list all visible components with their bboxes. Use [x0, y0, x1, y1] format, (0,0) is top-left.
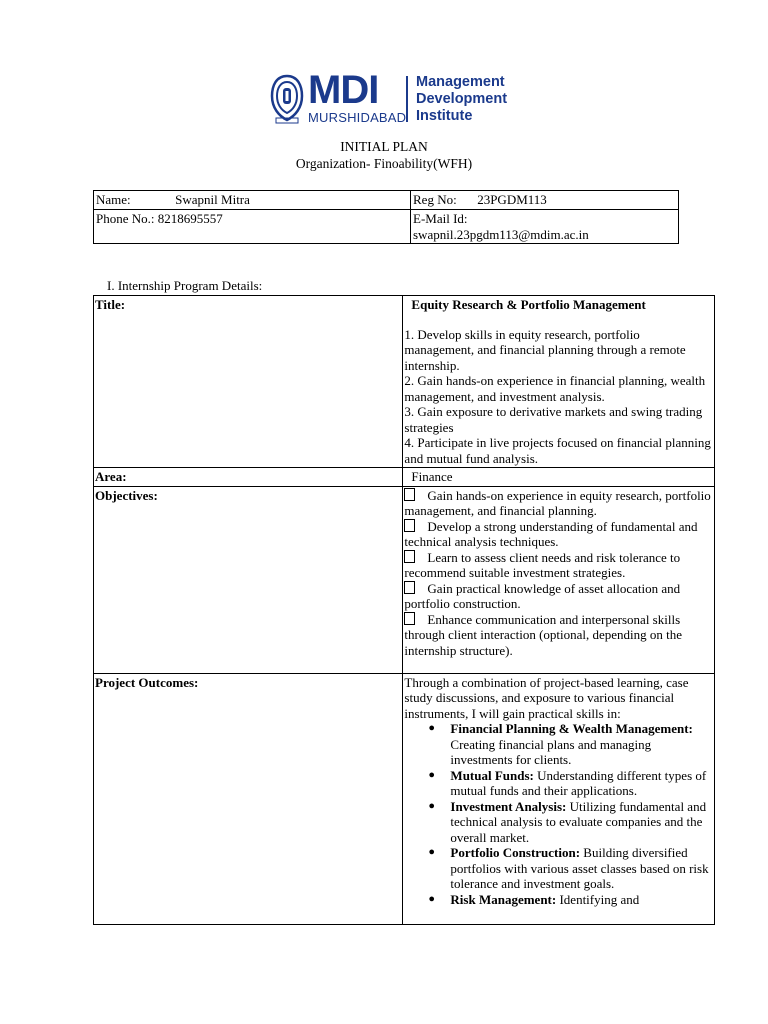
email-label: E-Mail Id:: [413, 211, 468, 226]
logo-abbreviation: MDI: [308, 68, 379, 112]
outcome-heading: Mutual Funds:: [450, 767, 534, 783]
name-value: Swapnil Mitra: [175, 192, 250, 207]
program-title: Equity Research & Portfolio Management: [411, 297, 646, 312]
objective-text: Develop a strong understanding of fundamental and technical analysis techniques.: [404, 518, 698, 549]
objective-item: [404, 519, 712, 550]
reg-value: 23PGDM113: [477, 192, 547, 207]
checkbox-glyph-icon: [404, 550, 415, 563]
checkbox-glyph-icon: [404, 519, 415, 532]
bullet-icon: ●: [428, 892, 436, 905]
objectives-cell: [403, 486, 715, 673]
bullet-icon: ●: [428, 846, 436, 858]
document-title: INITIAL PLAN: [340, 139, 428, 154]
list-item: [428, 845, 712, 892]
outcomes-cell: [403, 673, 715, 924]
title-point: 4. Participate in live projects focused on financial planning and mutual fund analysis.: [404, 435, 711, 466]
area-label: Area:: [94, 468, 403, 487]
list-item: [428, 891, 712, 908]
objective-item: [404, 612, 712, 659]
list-item: [428, 767, 712, 799]
name-cell: [94, 191, 411, 210]
reg-label: Reg No:: [413, 192, 457, 207]
outcome-heading: Risk Management:: [450, 891, 557, 907]
table-row: [94, 296, 715, 468]
table-row: [94, 486, 715, 673]
title-cell: [403, 296, 715, 468]
logo-institute-name: [416, 74, 507, 125]
outcomes-label: Project Outcomes:: [94, 673, 403, 924]
objective-text: Enhance communication and interpersonal skills through client interaction (optional, depending on the internship structure).: [404, 611, 683, 658]
objective-text: Learn to assess client needs and risk tolerance to recommend suitable investment strategies.: [404, 549, 681, 580]
logo-location: MURSHIDABAD: [308, 110, 407, 125]
outcome-text: Creating financial plans and managing investments for clients.: [450, 736, 652, 767]
title-label: Title:: [94, 296, 403, 468]
objectives-label: Objectives:: [94, 486, 403, 673]
area-cell: [403, 468, 715, 487]
objective-item: [404, 581, 712, 612]
table-row: [94, 210, 679, 244]
phone-value: 8218695557: [157, 211, 223, 226]
reg-cell: [411, 191, 679, 210]
bullet-icon: ●: [428, 768, 436, 781]
logo-divider: [406, 76, 408, 122]
bullet-icon: ●: [428, 799, 436, 812]
email-cell: [411, 210, 679, 244]
bullet-icon: ●: [428, 722, 436, 734]
objective-text: Gain practical knowledge of asset allocation and portfolio construction.: [404, 580, 681, 611]
list-item: [428, 798, 712, 846]
checkbox-glyph-icon: [404, 612, 415, 625]
logo-name-line: Management: [416, 74, 505, 90]
outcome-text: Identifying and: [556, 891, 640, 907]
mdi-logo: [270, 68, 510, 128]
checkbox-glyph-icon: [404, 488, 415, 501]
logo-name-line: Institute: [416, 108, 473, 124]
phone-cell: [94, 210, 411, 244]
title-point: 3. Gain exposure to derivative markets and swing trading strategies: [404, 404, 703, 435]
program-details-table: [93, 295, 715, 925]
objective-item: [404, 488, 712, 519]
outcomes-list: [404, 721, 712, 907]
objective-item: [404, 550, 712, 581]
phone-label: Phone No.:: [96, 211, 155, 226]
outcome-text: Utilizing fundamental and technical analysis to evaluate companies and the overall market.: [450, 798, 707, 845]
table-row: [94, 468, 715, 487]
organization-line: Organization- Finoability(WFH): [295, 156, 473, 171]
table-row: [94, 673, 715, 924]
area-value: Finance: [411, 469, 453, 484]
student-info-table: [93, 190, 679, 244]
outcomes-intro: Through a combination of project-based learning, case study discussions, and exposure to various financial instruments, I will gain practical skills in:: [404, 674, 689, 721]
title-point: 2. Gain hands-on experience in financial planning, wealth management, and investment analysis.: [404, 373, 706, 404]
objective-text: Gain hands-on experience in equity research, portfolio management, and financial planning.: [404, 487, 711, 518]
title-point: 1. Develop skills in equity research, portfolio management, and financial planning through a remote internship.: [404, 326, 686, 373]
outcome-heading: Portfolio Construction:: [450, 845, 581, 860]
table-row: [94, 191, 679, 210]
list-item: [428, 721, 712, 768]
outcome-text: Building diversified portfolios with various asset classes based on risk tolerance and investment goals.: [450, 845, 709, 891]
logo-name-line: Development: [416, 91, 508, 107]
name-label: Name:: [96, 192, 131, 207]
section-heading: I. Internship Program Details:: [107, 278, 263, 293]
outcome-heading: Investment Analysis:: [450, 798, 567, 814]
outcome-heading: Financial Planning & Wealth Management:: [450, 721, 693, 736]
outcome-text: Understanding different types of mutual funds and their applications.: [450, 767, 707, 798]
institute-seal-icon: [270, 74, 304, 124]
email-value: swapnil.23pgdm113@mdim.ac.in: [413, 226, 589, 242]
checkbox-glyph-icon: [404, 581, 415, 594]
